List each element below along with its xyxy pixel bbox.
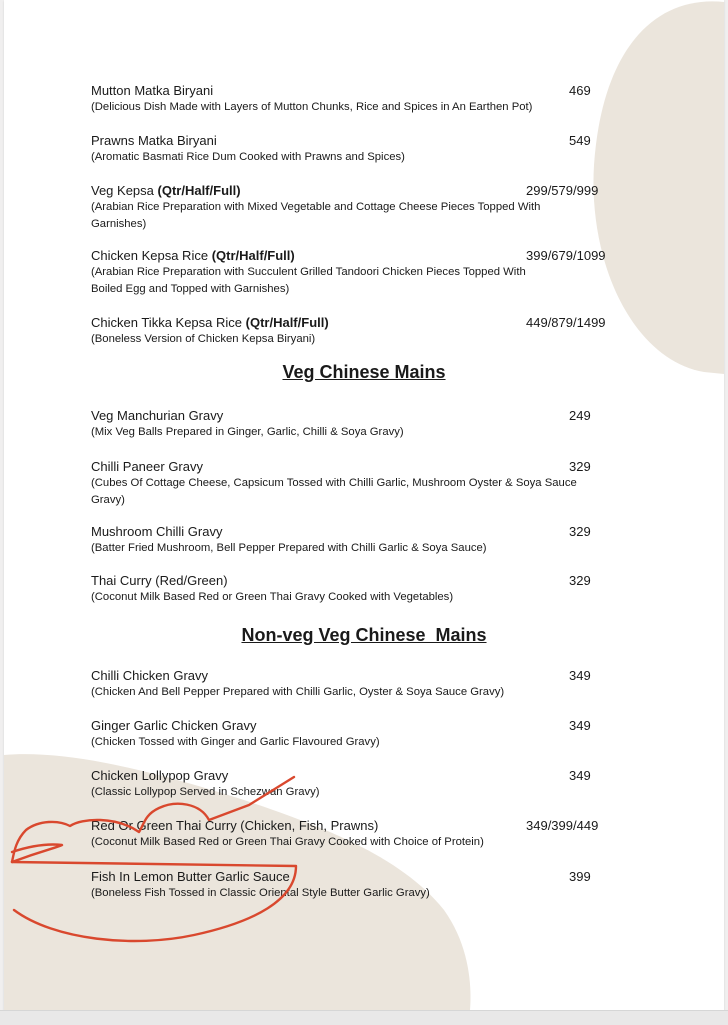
item-description: (Coconut Milk Based Red or Green Thai Gravy Cooked with Choice of Protein)	[91, 836, 484, 848]
section-heading: Veg Chinese Mains	[282, 362, 446, 382]
item-description: (Coconut Milk Based Red or Green Thai Gravy Cooked with Vegetables)	[91, 591, 454, 603]
item-price: 349	[569, 768, 591, 783]
item-description: (Mix Veg Balls Prepared in Ginger, Garlic, Chilli & Soya Gravy)	[91, 426, 404, 438]
menu-item	[91, 132, 651, 166]
item-description: (Boneless Version of Chicken Kepsa Biryani)	[91, 333, 316, 345]
item-description: (Arabian Rice Preparation with Succulent Grilled Tandoori Chicken Pieces Topped With Boiled Egg and Topped with Garnishes)	[91, 266, 526, 295]
item-name: Chicken Lollypop Gravy	[91, 768, 229, 783]
item-name: Chicken Kepsa Rice (Qtr/Half/Full)	[91, 248, 295, 263]
menu-item	[91, 182, 599, 232]
item-description: (Classic Lollypop Served in Schezwan Gravy)	[91, 786, 320, 798]
menu-item	[91, 314, 651, 348]
viewer-bottom-strip	[0, 1010, 728, 1025]
item-name: Fish In Lemon Butter Garlic Sauce	[91, 869, 290, 884]
item-name: Chilli Paneer Gravy	[91, 459, 203, 474]
item-name: Veg Manchurian Gravy	[91, 408, 224, 423]
item-price: 349/399/449	[526, 818, 599, 833]
item-name: Red Or Green Thai Curry (Chicken, Fish, Prawns)	[91, 818, 379, 833]
item-description: (Cubes Of Cottage Cheese, Capsicum Tossed with Chilli Garlic, Mushroom Oyster & Soya Sauce Gravy)	[91, 477, 577, 506]
item-price: 329	[569, 573, 591, 588]
item-name: Chilli Chicken Gravy	[91, 668, 209, 683]
item-price: 349	[569, 668, 591, 683]
item-description: (Aromatic Basmati Rice Dum Cooked with Prawns and Spices)	[91, 151, 405, 163]
item-price: 399/679/1099	[526, 248, 606, 263]
item-price: 449/879/1499	[526, 315, 606, 330]
menu-item	[91, 523, 651, 557]
item-price: 329	[569, 524, 591, 539]
item-name: Veg Kepsa (Qtr/Half/Full)	[91, 183, 241, 198]
item-price: 299/579/999	[526, 183, 599, 198]
item-description: (Boneless Fish Tossed in Classic Oriental Style Butter Garlic Gravy)	[91, 887, 430, 899]
item-name: Mutton Matka Biryani	[91, 83, 214, 98]
item-description: (Chicken And Bell Pepper Prepared with Chilli Garlic, Oyster & Soya Sauce Gravy)	[91, 686, 505, 698]
menu-item	[91, 767, 651, 801]
menu-page	[4, 0, 724, 1010]
item-description: (Arabian Rice Preparation with Mixed Vegetable and Cottage Cheese Pieces Topped With Garnishes)	[91, 201, 541, 230]
item-price: 249	[569, 408, 591, 423]
item-name: Thai Curry (Red/Green)	[91, 573, 228, 588]
item-price: 349	[569, 718, 591, 733]
item-size-options: (Qtr/Half/Full)	[157, 183, 241, 198]
menu-item	[91, 667, 651, 701]
item-description: (Batter Fried Mushroom, Bell Pepper Prepared with Chilli Garlic & Soya Sauce)	[91, 542, 487, 554]
menu-item	[91, 407, 651, 441]
menu-item	[91, 247, 606, 297]
section-heading: Non-veg Veg Chinese Mains	[241, 625, 487, 645]
menu-item	[91, 717, 651, 751]
item-name: Mushroom Chilli Gravy	[91, 524, 223, 539]
menu-item	[91, 817, 651, 851]
menu-item	[91, 572, 651, 606]
item-name: Chicken Tikka Kepsa Rice (Qtr/Half/Full)	[91, 315, 329, 330]
menu-item	[91, 458, 611, 508]
item-size-options: (Qtr/Half/Full)	[245, 315, 329, 330]
item-price: 329	[569, 459, 591, 474]
item-price: 469	[569, 83, 591, 98]
item-name: Ginger Garlic Chicken Gravy	[91, 718, 257, 733]
menu-item	[91, 868, 651, 902]
item-price: 549	[569, 133, 591, 148]
item-price: 399	[569, 869, 591, 884]
item-description: (Delicious Dish Made with Layers of Mutton Chunks, Rice and Spices in An Earthen Pot)	[91, 101, 533, 113]
item-name: Prawns Matka Biryani	[91, 133, 217, 148]
menu-content	[4, 0, 724, 1010]
menu-item	[91, 82, 651, 116]
item-size-options: (Qtr/Half/Full)	[211, 248, 295, 263]
item-description: (Chicken Tossed with Ginger and Garlic Flavoured Gravy)	[91, 736, 380, 748]
